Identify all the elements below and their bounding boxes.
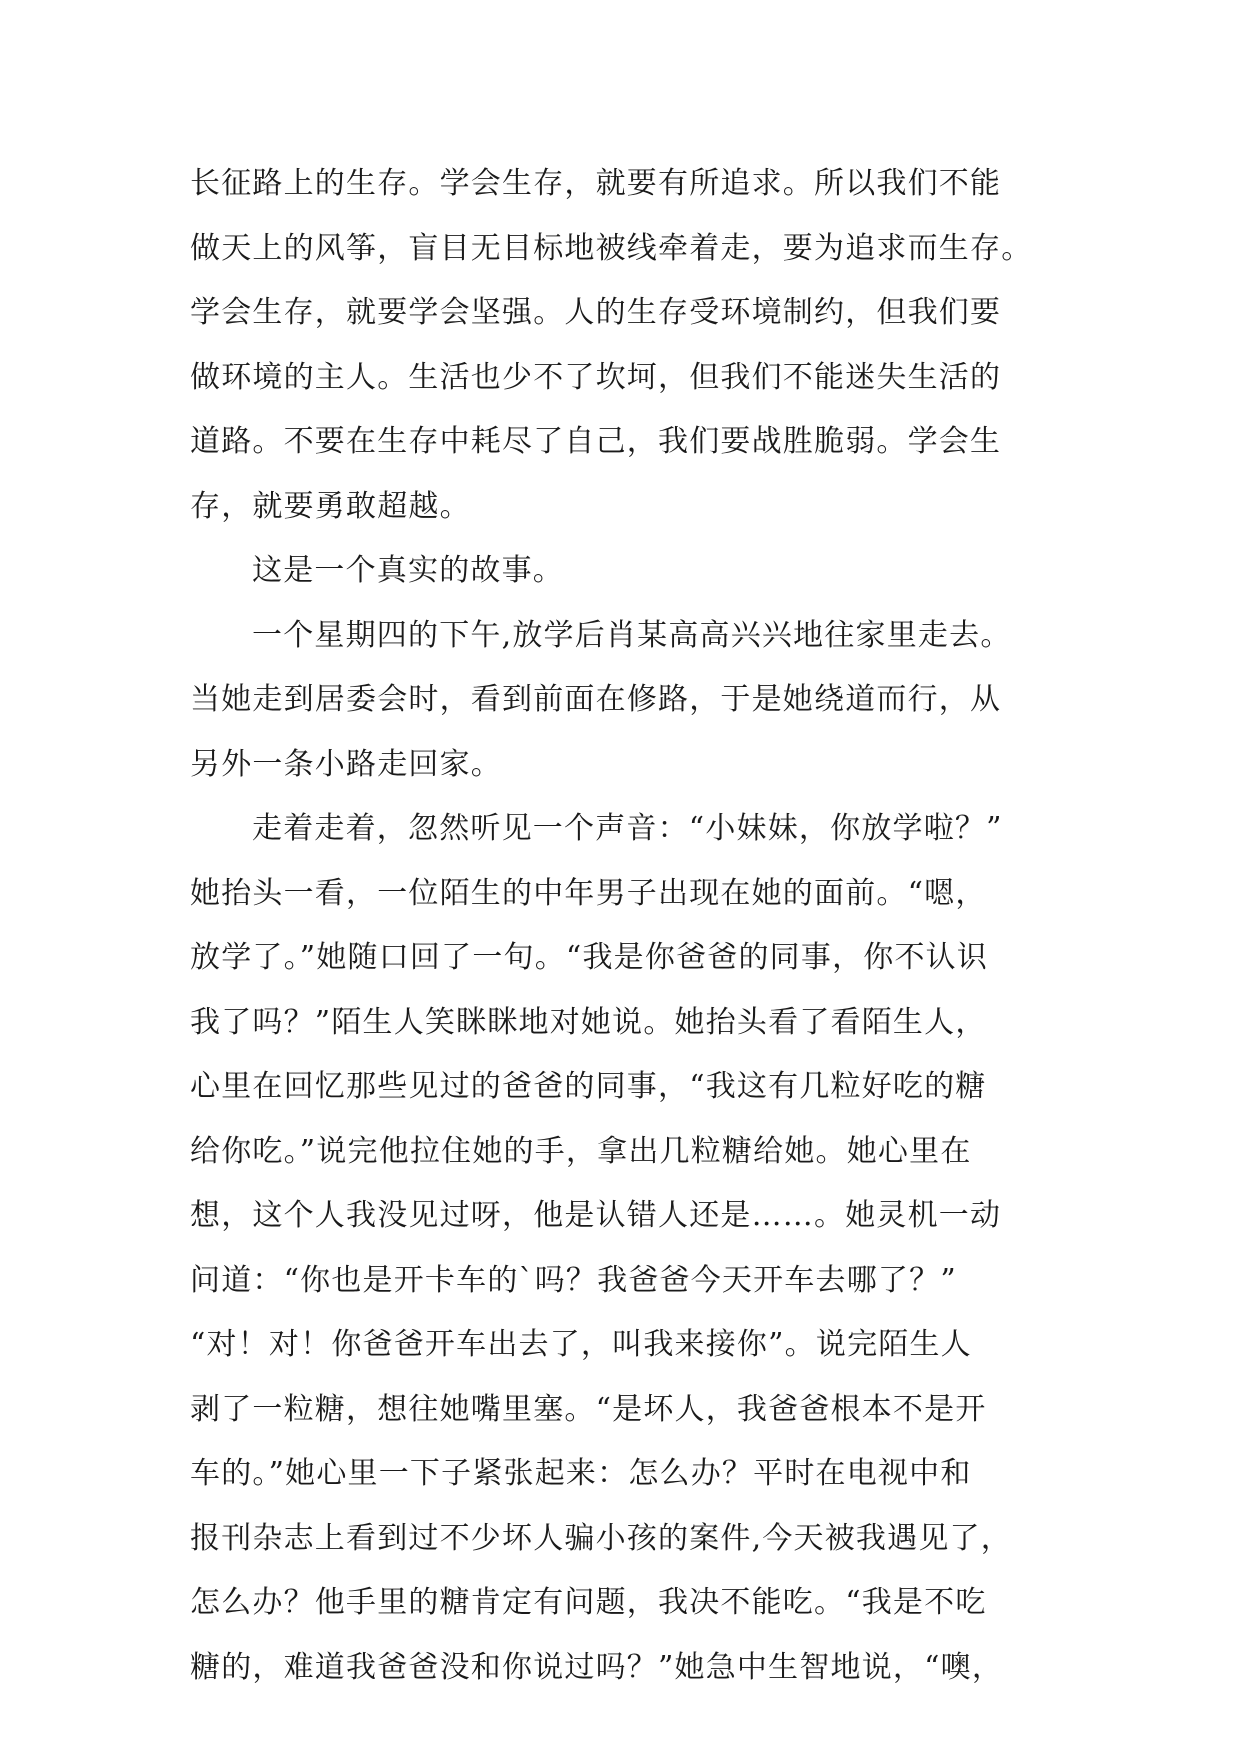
text-line: 学会生存，就要学会坚强。人的生存受环境制约，但我们要 [190,295,1002,330]
text-line: 问道：“你也是开卡车的`吗？我爸爸今天开车去哪了？” [190,1262,957,1298]
text-line: 糖的，难道我爸爸没和你说过吗？”她急中生智地说，“噢， [190,1649,1004,1685]
text-line: 做天上的风筝，盲目无目标地被线牵着走，要为追求而生存。 [190,230,1033,266]
text-line: 怎么办？他手里的糖肯定有问题，我决不能吃。“我是不吃 [190,1585,987,1620]
paragraph-3 [190,604,1050,798]
text-line: 报刊杂志上看到过不少坏人骗小孩的案件,今天被我遇见了， [190,1520,1012,1556]
paragraph-2 [190,539,1050,604]
text-line: 长征路上的生存。学会生存，就要有所追求。所以我们不能 [190,166,1002,201]
text-line: 放学了。”她随口回了一句。“我是你爸爸的同事，你不认识 [190,940,989,975]
text-line: 我了吗？”陌生人笑眯眯地对她说。她抬头看了看陌生人， [190,1004,987,1040]
text-line: 心里在回忆那些见过的爸爸的同事，“我这有几粒好吃的糖 [190,1069,987,1104]
text-line: 走着走着，忽然听见一个声音：“小妹妹，你放学啦？” [252,811,1003,846]
text-line: 当她走到居委会时，看到前面在修路，于是她绕道而行，从 [190,682,1002,717]
text-line: 给你吃。”说完他拉住她的手，拿出几粒糖给她。她心里在 [190,1133,972,1169]
text-line: “对！对！你爸爸开车出去了，叫我来接你”。说完陌生人 [190,1327,972,1362]
text-line: 一个星期四的下午,放学后肖某高高兴兴地往家里走去。 [252,617,1012,653]
text-line: 车的。”她心里一下子紧张起来：怎么办？平时在电视中和 [190,1456,972,1491]
text-line: 她抬头一看，一位陌生的中年男子出现在她的面前。“嗯， [190,875,987,911]
text-line: 另外一条小路走回家。 [190,746,502,782]
document-body [190,152,1050,1700]
text-line: 做环境的主人。生活也少不了坎坷，但我们不能迷失生活的 [190,359,1002,395]
paragraph-4 [190,797,1050,1700]
text-line: 想，这个人我没见过呀，他是认错人还是……。她灵机一动 [190,1198,1002,1233]
text-line: 剥了一粒糖，想往她嘴里塞。“是坏人，我爸爸根本不是开 [190,1391,987,1427]
paragraph-1 [190,152,1050,539]
text-line: 道路。不要在生存中耗尽了自己，我们要战胜脆弱。学会生 [190,424,1002,459]
text-line: 这是一个真实的故事。 [252,553,564,588]
text-line: 存，就要勇敢超越。 [190,488,471,524]
